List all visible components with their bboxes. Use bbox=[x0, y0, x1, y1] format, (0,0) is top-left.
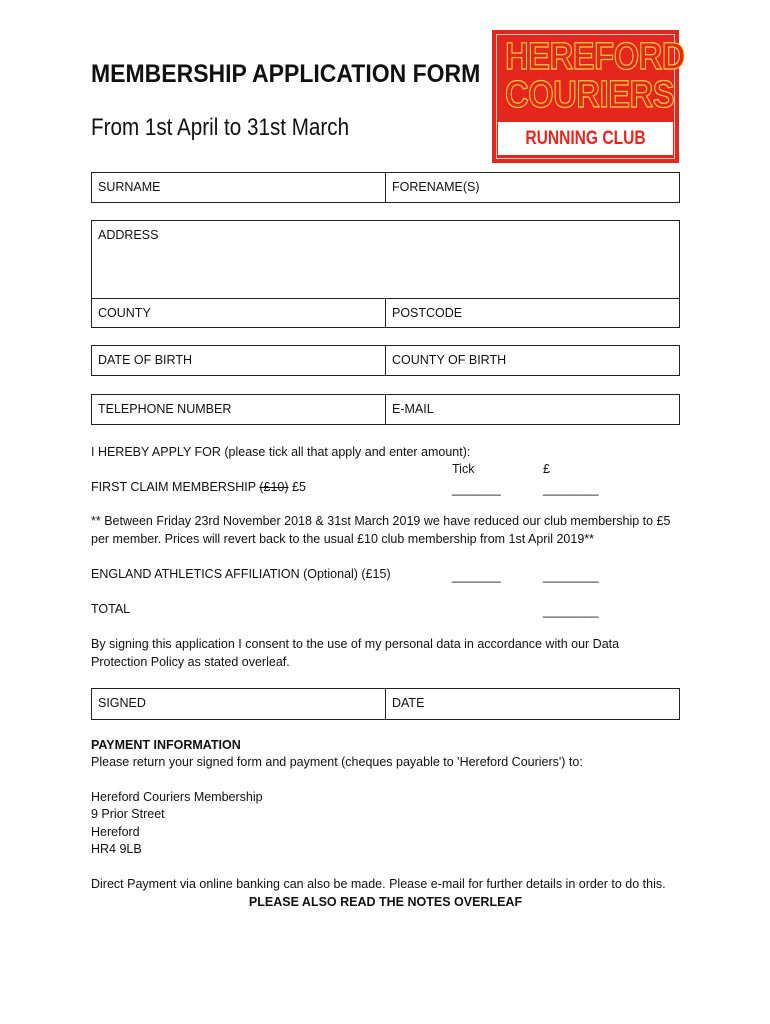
telephone-field[interactable] bbox=[92, 395, 386, 425]
first-claim-row bbox=[91, 479, 306, 497]
form-title: MEMBERSHIP APPLICATION FORM bbox=[91, 60, 481, 88]
total-amount[interactable]: ________ bbox=[543, 604, 599, 618]
consent-line2: Protection Policy as stated overleaf. bbox=[91, 655, 290, 669]
payment-address-line: HR4 9LB bbox=[91, 842, 142, 856]
first-claim-price: £5 bbox=[292, 480, 306, 494]
payment-address-line: Hereford bbox=[91, 825, 140, 839]
total-label: TOTAL bbox=[91, 602, 131, 616]
ea-affiliation-label: ENGLAND ATHLETICS AFFILIATION (Optional) (£15) bbox=[91, 567, 391, 581]
postcode-field[interactable] bbox=[386, 299, 680, 328]
first-claim-label: FIRST CLAIM MEMBERSHIP bbox=[91, 480, 256, 494]
apply-intro: I HEREBY APPLY FOR (please tick all that apply and enter amount): bbox=[91, 445, 471, 459]
contact-table bbox=[91, 394, 680, 425]
form-period: From 1st April to 31st March bbox=[91, 114, 350, 141]
first-claim-tick[interactable]: _______ bbox=[452, 482, 501, 496]
payment-address-line: Hereford Couriers Membership bbox=[91, 790, 263, 804]
logo-tagline: RUNNING CLUB bbox=[525, 128, 646, 149]
forenames-label: FORENAME(S) bbox=[392, 180, 480, 194]
county-field[interactable] bbox=[92, 299, 386, 328]
notes-overleaf: PLEASE ALSO READ THE NOTES OVERLEAF bbox=[248, 895, 523, 909]
first-claim-old-price: (£10) bbox=[259, 480, 289, 494]
forenames-field[interactable] bbox=[386, 173, 680, 203]
signed-label: SIGNED bbox=[98, 696, 146, 710]
telephone-label: TELEPHONE NUMBER bbox=[98, 402, 232, 416]
price-note-line1: ** Between Friday 23rd November 2018 & 31st March 2019 we have reduced our club membership to £5 bbox=[91, 514, 671, 528]
county-of-birth-field[interactable] bbox=[386, 346, 680, 376]
county-of-birth-label: COUNTY OF BIRTH bbox=[392, 353, 507, 367]
tick-column-header: Tick bbox=[452, 462, 475, 476]
address-table bbox=[91, 220, 680, 328]
dob-label: DATE OF BIRTH bbox=[98, 353, 192, 367]
amount-column-header: £ bbox=[543, 462, 550, 476]
logo-word-hereford: HEREFORD bbox=[505, 36, 686, 78]
postcode-label: POSTCODE bbox=[392, 306, 463, 320]
date-label: DATE bbox=[392, 696, 425, 710]
dob-field[interactable] bbox=[92, 346, 386, 376]
first-claim-amount[interactable]: ________ bbox=[543, 482, 599, 496]
address-field[interactable] bbox=[92, 221, 680, 299]
consent-line1: By signing this application I consent to the use of my personal data in accordance with our Data bbox=[91, 637, 620, 651]
price-note-line2: per member. Prices will revert back to the usual £10 club membership from 1st April 2019** bbox=[91, 532, 595, 546]
signature-table bbox=[91, 688, 680, 720]
birth-table bbox=[91, 345, 680, 376]
signed-field[interactable] bbox=[92, 689, 386, 720]
email-label: E-MAIL bbox=[392, 402, 434, 416]
address-label: ADDRESS bbox=[98, 228, 159, 242]
surname-field[interactable] bbox=[92, 173, 386, 203]
ea-affiliation-amount[interactable]: ________ bbox=[543, 569, 599, 583]
name-table bbox=[91, 172, 680, 203]
date-field[interactable] bbox=[386, 689, 680, 720]
payment-address-line: 9 Prior Street bbox=[91, 807, 165, 821]
logo-tagline-band bbox=[498, 122, 673, 155]
club-logo bbox=[492, 30, 686, 163]
surname-label: SURNAME bbox=[98, 180, 161, 194]
email-field[interactable] bbox=[386, 395, 680, 425]
logo-word-couriers: COURIERS bbox=[505, 74, 675, 116]
county-label: COUNTY bbox=[98, 306, 151, 320]
direct-payment-note: Direct Payment via online banking can also be made. Please e-mail for further details in order to do this. bbox=[91, 877, 666, 891]
ea-affiliation-tick[interactable]: _______ bbox=[452, 569, 501, 583]
payment-heading: PAYMENT INFORMATION bbox=[91, 738, 241, 752]
payment-instruction: Please return your signed form and payment (cheques payable to 'Hereford Couriers') to: bbox=[91, 755, 583, 769]
